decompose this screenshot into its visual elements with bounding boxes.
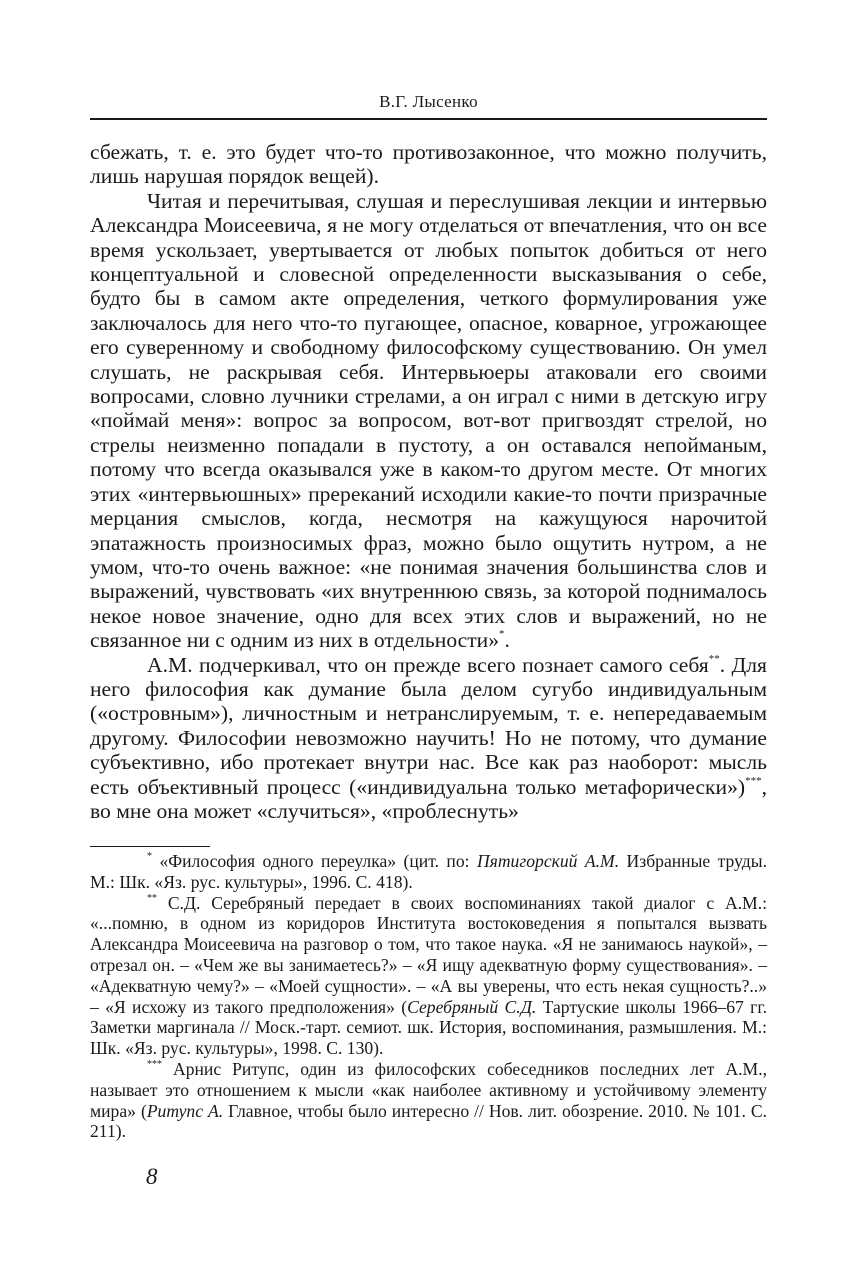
footnote-2	[90, 893, 767, 1059]
paragraph-interviews	[90, 189, 767, 653]
footnote-2-text-b: Тартуские школы 1966–67 гг. Заметки маргинала // Моск.-тарт. семиот. шк. История, воспоминания, размышления. М.: Шк. «Яз. рус. культуры», 1998. С. 130).	[90, 996, 767, 1059]
footnote-2-mark: **	[147, 892, 157, 904]
footnote-1-mark: *	[147, 851, 152, 862]
paragraph-2-end: .	[504, 628, 510, 653]
main-text	[90, 140, 767, 823]
paragraph-continued	[90, 140, 767, 189]
footnote-2-text-a: С.Д. Серебряный передает в своих воспоминаниях такой диалог с А.М.: «...помню, в одном из коридоров Института востоковедения я попытался вызвать Александра Моисеевича на разговор о том, что такое наука. «Я не занимаюсь наукой», – отрезал он. – «Чем же вы занимаетесь?» – «Я ищу адекватную форму существования». – «Адекватную чему?» – «Моей сущности». – «А вы уверены, что есть некая сущность?..» – «Я исхожу из такого предположения» (	[90, 892, 767, 1017]
footnote-3-text-b: Главное, чтобы было интересно // Нов. лит. обозрение. 2010. № 101. С. 211).	[90, 1100, 767, 1142]
footnote-ref-3[interactable]: ***	[745, 774, 762, 787]
footnote-3-author: Ритупс А.	[146, 1100, 224, 1121]
footnote-1-text-a: «Философия одного переулка» (цит. по:	[152, 851, 477, 871]
footnote-ref-1[interactable]: *	[499, 628, 505, 641]
paragraph-3-text-c: , во мне она может «случиться», «проблеснуть»	[90, 774, 767, 823]
footnote-3-mark: ***	[147, 1058, 162, 1070]
page-number: 8	[146, 1164, 158, 1189]
footnote-1-text-b: Избранные труды. М.: Шк. «Яз. рус. культуры», 1996. С. 418).	[90, 851, 767, 892]
footnote-ref-2[interactable]: **	[708, 652, 720, 665]
footnote-2-author: Серебряный С.Д.	[407, 996, 537, 1017]
header-rule	[90, 118, 767, 120]
footnote-3	[90, 1059, 767, 1142]
footnote-separator	[90, 846, 210, 847]
paragraph-philosophy	[90, 653, 767, 824]
running-head-author: В.Г. Лысенко	[379, 92, 478, 111]
footnote-1-author: Пятигорский А.М.	[476, 851, 620, 871]
paragraph-3-text-b: . Для него философия как думание была делом сугубо индивидуальным («островным»), личностным и нетранслируемым, т. е. непередаваемым другому. Философии невозможно научить! Но не потому, что думание субъективно, ибо протекает внутри нас. Все как раз наоборот: мысль есть объективный процесс («индивидуальна только метафорически»)	[90, 652, 767, 799]
footnote-3-text-a: Арнис Ритупс, один из философских собеседников последних лет А.М., называет это отношением к мысли «как наиболее активному и устойчивому элементу мира» (	[90, 1058, 767, 1121]
footnotes	[90, 851, 767, 1142]
paragraph-2-text: Читая и перечитывая, слушая и переслушивая лекции и интервью Александра Моисеевича, я не могу отделаться от впечатления, что он все время ускользает, увертывается от любых попыток добиться от него концептуальной и словесной определенности высказывания о себе, будто бы в самом акте определения, четкого формулирования уже заключалось для него что-то пугающее, опасное, коварное, угрожающее его суверенному и свободному философскому существованию. Он умел слушать, не раскрывая себя. Интервьюеры атаковали его своими вопросами, словно лучники стрелами, а он играл с ними в детскую игру «поймай меня»: вопрос за вопросом, вот-вот пригвоздят стрелой, но стрелы неизменно попадали в пустоту, а он оставался непойманым, потому что всегда оказывался уже в каком-то другом месте. От многих этих «интервьюшных» пререканий исходили какие-то почти призрачные мерцания смыслов, когда, несмотря на кажущуюся нарочитой эпатажность произносимых фраз, можно было ощутить нутром, а не умом, что-то очень важное: «не понимая значения большинства слов и выражений, чувствовать «их внутреннюю связь, за которой поднималось некое новое значение, одно для всех этих слов и выражений, но не связанное ни с одним из них в отдельности»	[90, 188, 767, 653]
footnote-1	[90, 851, 767, 893]
paragraph-1-text: сбежать, т. е. это будет что-то противозаконное, что можно получить, лишь нарушая порядок вещей).	[90, 140, 767, 189]
paragraph-3-text-a: А.М. подчеркивал, что он прежде всего познает самого себя	[147, 652, 709, 677]
